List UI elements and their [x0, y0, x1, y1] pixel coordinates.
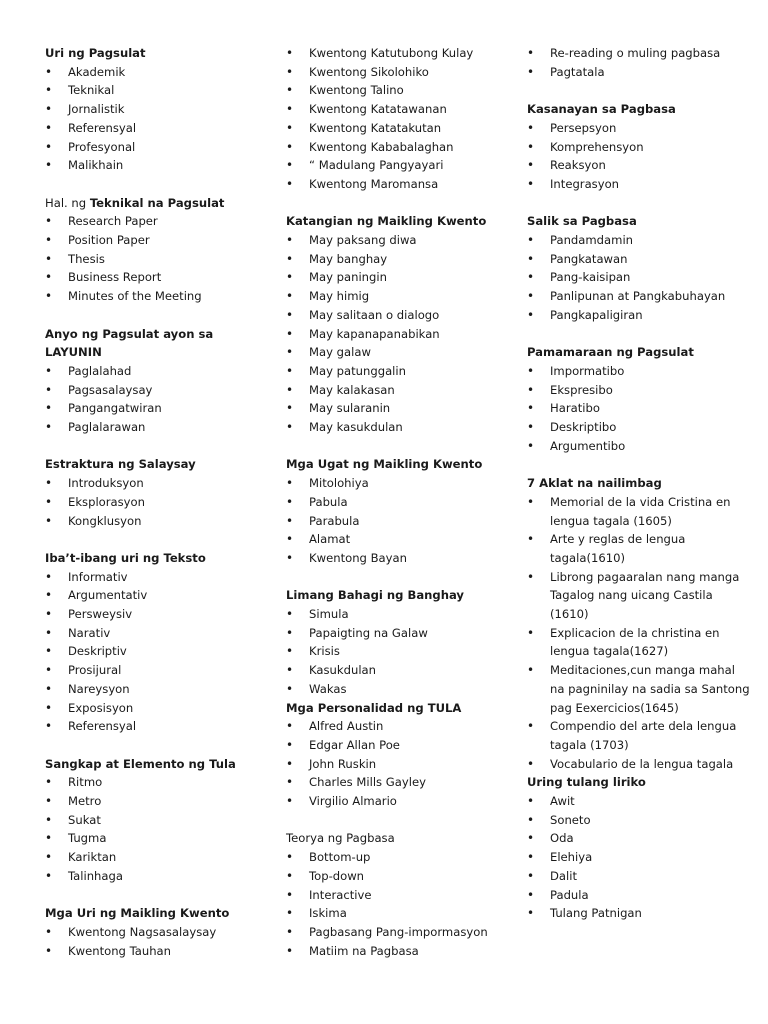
- section: [45, 904, 259, 960]
- list-item: • Charles Mills Gayley: [286, 773, 508, 792]
- section-heading-text: Mga Ugat ng Maikling Kwento: [286, 457, 483, 472]
- section-heading: [527, 474, 751, 493]
- bullet-list: [286, 717, 508, 811]
- section-heading: [45, 194, 259, 213]
- section-heading: [45, 44, 259, 63]
- list-item: • Arte y reglas de lengua tagala(1610): [527, 530, 751, 567]
- list-item: • Position Paper: [45, 231, 259, 250]
- section: [527, 474, 751, 773]
- list-item: • Panlipunan at Pangkabuhayan: [527, 287, 751, 306]
- section-heading: [45, 549, 259, 568]
- list-item: • Kwentong Sikolohiko: [286, 63, 508, 82]
- list-item: • Pagtatala: [527, 63, 751, 82]
- bullet-list: [45, 923, 259, 960]
- list-item: • Persepsyon: [527, 119, 751, 138]
- list-item: • Exposisyon: [45, 699, 259, 718]
- section-heading: [45, 755, 259, 774]
- list-item: • Deskriptiv: [45, 642, 259, 661]
- section-gap: [286, 811, 508, 830]
- section: [527, 100, 751, 194]
- list-item: • Referensyal: [45, 717, 259, 736]
- list-item: • Research Paper: [45, 212, 259, 231]
- list-item: • Prosijural: [45, 661, 259, 680]
- list-item: • May salitaan o dialogo: [286, 306, 508, 325]
- list-item: • Nareysyon: [45, 680, 259, 699]
- list-item: • John Ruskin: [286, 755, 508, 774]
- list-item: • Krisis: [286, 642, 508, 661]
- section-heading: [527, 100, 751, 119]
- list-item: • Kwentong Katutubong Kulay: [286, 44, 508, 63]
- section-gap: [527, 325, 751, 344]
- list-item: • Tulang Patnigan: [527, 904, 751, 923]
- list-item: • Pagbasang Pang-impormasyon: [286, 923, 508, 942]
- list-item: • Malikhain: [45, 156, 259, 175]
- bullet-list: [286, 231, 508, 437]
- list-item: • Pang-kaisipan: [527, 268, 751, 287]
- list-item: • Eksplorasyon: [45, 493, 259, 512]
- list-item: • Edgar Allan Poe: [286, 736, 508, 755]
- section: [45, 549, 259, 736]
- list-item: • Komprehensyon: [527, 138, 751, 157]
- section: [45, 755, 259, 886]
- list-item: • Tugma: [45, 829, 259, 848]
- list-item: • Explicacion de la christina en lengua tagala(1627): [527, 624, 751, 661]
- list-item: • Interactive: [286, 886, 508, 905]
- bullet-list: [527, 362, 751, 456]
- bullet-list: [286, 44, 508, 194]
- list-item: • Kwentong Talino: [286, 81, 508, 100]
- section-heading-text: Teorya ng Pagbasa: [286, 831, 395, 846]
- section: [286, 455, 508, 567]
- list-item: • May himig: [286, 287, 508, 306]
- section-heading-text: Anyo ng Pagsulat ayon sa LAYUNIN: [45, 326, 214, 360]
- bullet-list: [45, 773, 259, 885]
- list-item: • Compendio del arte dela lengua tagala (1703): [527, 717, 751, 754]
- list-item: • Alfred Austin: [286, 717, 508, 736]
- section-gap: [45, 530, 259, 549]
- bullet-list: [527, 792, 751, 923]
- list-item: • Matiim na Pagbasa: [286, 942, 508, 961]
- section-heading-text: Uri ng Pagsulat: [45, 46, 146, 60]
- list-item: • Paglalahad: [45, 362, 259, 381]
- section-heading: [45, 455, 259, 474]
- list-item: • Wakas: [286, 680, 508, 699]
- section: [527, 343, 751, 455]
- section: [45, 325, 259, 437]
- list-item: • Pandamdamin: [527, 231, 751, 250]
- list-item: • Pangkatawan: [527, 250, 751, 269]
- list-item: • Parabula: [286, 512, 508, 531]
- section: [45, 44, 259, 175]
- section-heading: [286, 829, 508, 848]
- list-item: • Iskima: [286, 904, 508, 923]
- bullet-list: [45, 362, 259, 437]
- section-heading: [286, 212, 508, 231]
- list-item: • Top-down: [286, 867, 508, 886]
- section-gap: [45, 886, 259, 905]
- list-item: • Papaigting na Galaw: [286, 624, 508, 643]
- section-heading: [286, 699, 508, 718]
- section: [286, 829, 508, 960]
- list-item: • Padula: [527, 886, 751, 905]
- section-gap: [45, 306, 259, 325]
- list-item: • Minutes of the Meeting: [45, 287, 259, 306]
- list-item: • May galaw: [286, 343, 508, 362]
- section-gap: [45, 175, 259, 194]
- list-item: • Kwentong Maromansa: [286, 175, 508, 194]
- bullet-list: [45, 63, 259, 175]
- list-item: • Kasukdulan: [286, 661, 508, 680]
- list-item: • Thesis: [45, 250, 259, 269]
- section-heading-text: Limang Bahagi ng Banghay: [286, 588, 464, 603]
- section-gap: [527, 194, 751, 213]
- section-heading-text: Uring tulang liriko: [527, 775, 646, 790]
- list-item: • Paglalarawan: [45, 418, 259, 437]
- bullet-list: [286, 474, 508, 568]
- section-heading-text: Kasanayan sa Pagbasa: [527, 102, 676, 117]
- list-item: • Kongklusyon: [45, 512, 259, 531]
- list-item: • Persweysiv: [45, 605, 259, 624]
- list-item: • Business Report: [45, 268, 259, 287]
- list-item: • Librong pagaaralan nang manga Tagalog nang uicang Castila (1610): [527, 568, 751, 624]
- section-gap: [527, 81, 751, 100]
- list-item: • Re-reading o muling pagbasa: [527, 44, 751, 63]
- section-gap: [286, 568, 508, 587]
- list-item: • Oda: [527, 829, 751, 848]
- list-item: • May kapanapanabikan: [286, 325, 508, 344]
- section-heading-text: Pamamaraan ng Pagsulat: [527, 345, 694, 360]
- section: [286, 212, 508, 436]
- list-item: • Haratibo: [527, 399, 751, 418]
- section-heading: [527, 343, 751, 362]
- section-heading-text: Mga Uri ng Maikling Kwento: [45, 906, 230, 921]
- section-heading-text: Katangian ng Maikling Kwento: [286, 214, 487, 229]
- section: [286, 44, 508, 194]
- list-item: • Teknikal: [45, 81, 259, 100]
- section-heading: [45, 904, 259, 923]
- column-2: [286, 44, 508, 960]
- list-item: • Meditaciones,cun manga mahal na pagninilay na sadia sa Santong pag Eexercicios(1645): [527, 661, 751, 717]
- list-item: • Argumentibo: [527, 437, 751, 456]
- list-item: • May kasukdulan: [286, 418, 508, 437]
- list-item: • Soneto: [527, 811, 751, 830]
- list-item: • May patunggalin: [286, 362, 508, 381]
- list-item: • Virgilio Almario: [286, 792, 508, 811]
- section: [45, 455, 259, 530]
- list-item: • Kwentong Kababalaghan: [286, 138, 508, 157]
- list-item: • Kariktan: [45, 848, 259, 867]
- list-item: • Awit: [527, 792, 751, 811]
- list-item: • Metro: [45, 792, 259, 811]
- list-item: • Kwentong Bayan: [286, 549, 508, 568]
- section: [286, 586, 508, 698]
- bullet-list: [45, 474, 259, 530]
- section-heading: [527, 212, 751, 231]
- section: [527, 773, 751, 923]
- list-item: • Simula: [286, 605, 508, 624]
- list-item: • Jornalistik: [45, 100, 259, 119]
- bullet-list: [45, 568, 259, 736]
- list-item: • Introduksyon: [45, 474, 259, 493]
- bullet-list: [527, 493, 751, 774]
- list-item: • Reaksyon: [527, 156, 751, 175]
- column-1: [45, 44, 259, 960]
- section-gap: [527, 455, 751, 474]
- section-heading: [286, 455, 508, 474]
- section: [527, 44, 751, 81]
- section-gap: [45, 736, 259, 755]
- section-heading-text: Salik sa Pagbasa: [527, 214, 637, 229]
- list-item: • May paningin: [286, 268, 508, 287]
- section-heading-text: Estraktura ng Salaysay: [45, 457, 196, 472]
- list-item: • Informativ: [45, 568, 259, 587]
- list-item: • Alamat: [286, 530, 508, 549]
- bullet-list: [286, 605, 508, 699]
- bullet-list: [527, 119, 751, 194]
- section-heading-text: 7 Aklat na nailimbag: [527, 476, 662, 491]
- list-item: • Kwentong Katatakutan: [286, 119, 508, 138]
- list-item: • Akademik: [45, 63, 259, 82]
- list-item: • Talinhaga: [45, 867, 259, 886]
- list-item: • Profesyonal: [45, 138, 259, 157]
- list-item: • Kwentong Katatawanan: [286, 100, 508, 119]
- list-item: • Argumentativ: [45, 586, 259, 605]
- section-heading-text: Sangkap at Elemento ng Tula: [45, 756, 236, 771]
- list-item: • Pangkapaligiran: [527, 306, 751, 325]
- list-item: • Sukat: [45, 811, 259, 830]
- list-item: • Impormatibo: [527, 362, 751, 381]
- list-item: • Deskriptibo: [527, 418, 751, 437]
- list-item: • Pangangatwiran: [45, 399, 259, 418]
- section-gap: [286, 437, 508, 456]
- section-heading-text: Teknikal na Pagsulat: [89, 195, 225, 210]
- section-heading-prefix: Hal. ng: [45, 195, 90, 210]
- list-item: • May kalakasan: [286, 381, 508, 400]
- list-item: • May banghay: [286, 250, 508, 269]
- section-heading: [286, 586, 508, 605]
- bullet-list: [527, 231, 751, 325]
- list-item: • Vocabulario de la lengua tagala: [527, 755, 751, 774]
- list-item: • Dalit: [527, 867, 751, 886]
- bullet-list: [527, 44, 751, 81]
- list-item: • Elehiya: [527, 848, 751, 867]
- list-item: • Ekspresibo: [527, 381, 751, 400]
- list-item: • Bottom-up: [286, 848, 508, 867]
- list-item: • Referensyal: [45, 119, 259, 138]
- section: [45, 194, 259, 306]
- section-heading-text: Mga Personalidad ng TULA: [286, 700, 462, 715]
- list-item: • “ Madulang Pangyayari: [286, 156, 508, 175]
- bullet-list: [286, 848, 508, 960]
- section-heading-text: Iba’t-ibang uri ng Teksto: [45, 550, 206, 565]
- list-item: • Memorial de la vida Cristina en lengua tagala (1605): [527, 493, 751, 530]
- column-3: [527, 44, 751, 923]
- section-gap: [286, 194, 508, 213]
- list-item: • Narativ: [45, 624, 259, 643]
- section-gap: [45, 437, 259, 456]
- section-heading: [45, 325, 259, 362]
- list-item: • Kwentong Nagsasalaysay: [45, 923, 259, 942]
- list-item: • May paksang diwa: [286, 231, 508, 250]
- list-item: • Pabula: [286, 493, 508, 512]
- section: [286, 699, 508, 811]
- list-item: • May sularanin: [286, 399, 508, 418]
- bullet-list: [45, 212, 259, 306]
- list-item: • Integrasyon: [527, 175, 751, 194]
- list-item: • Mitolohiya: [286, 474, 508, 493]
- section: [527, 212, 751, 324]
- list-item: • Kwentong Tauhan: [45, 942, 259, 961]
- list-item: • Ritmo: [45, 773, 259, 792]
- list-item: • Pagsasalaysay: [45, 381, 259, 400]
- section-heading: [527, 773, 751, 792]
